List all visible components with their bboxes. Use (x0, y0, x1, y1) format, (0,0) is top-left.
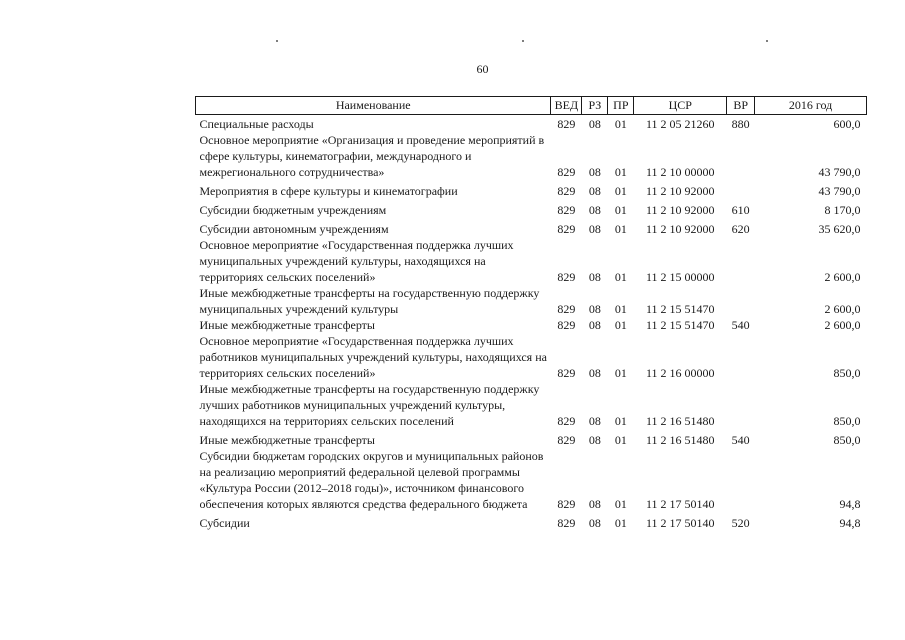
table-row (196, 285, 867, 317)
cell-ved: 829 (557, 270, 576, 284)
header-rz: РЗ (582, 97, 608, 115)
cell-ved: 829 (557, 366, 576, 380)
table-row (196, 218, 867, 237)
cell-rz: 08 (588, 203, 601, 217)
header-name: Наименование (196, 97, 551, 115)
cell-csr: 11 2 16 51480 (645, 433, 715, 447)
cell-name: Иные межбюджетные трансферты (199, 318, 375, 332)
cell-amount: 2 600,0 (824, 302, 861, 316)
cell-rz: 08 (588, 302, 601, 316)
header-csr: ЦСР (634, 97, 727, 115)
cell-pr: 01 (614, 302, 627, 316)
cell-name: Субсидии бюджетным учреждениям (199, 203, 387, 217)
cell-vr (727, 448, 755, 512)
cell-pr: 01 (614, 165, 627, 179)
cell-csr: 11 2 17 50140 (645, 516, 715, 530)
cell-csr: 11 2 15 51470 (645, 318, 715, 332)
cell-amount: 8 170,0 (824, 203, 861, 217)
cell-ved: 829 (557, 414, 576, 428)
header-ved: ВЕД (551, 97, 582, 115)
cell-vr (727, 132, 755, 180)
cell-pr: 01 (614, 414, 627, 428)
cell-ved: 829 (557, 302, 576, 316)
table-row (196, 115, 867, 133)
scan-speck (766, 40, 768, 42)
cell-vr: 620 (731, 222, 750, 236)
cell-pr: 01 (614, 318, 627, 332)
cell-pr: 01 (614, 270, 627, 284)
cell-csr: 11 2 16 00000 (645, 366, 715, 380)
cell-rz: 08 (588, 366, 601, 380)
cell-amount: 600,0 (833, 117, 861, 131)
cell-pr: 01 (614, 184, 627, 198)
cell-amount: 35 620,0 (818, 222, 861, 236)
cell-name: Субсидии автономным учреждениям (199, 222, 389, 236)
cell-name: Основное мероприятие «Государственная поддержка лучших муниципальных учреждений культуры, находящихся на территориях сельских поселений» (199, 238, 514, 284)
table-header-row (196, 97, 867, 115)
table-row (196, 132, 867, 180)
cell-csr: 11 2 15 51470 (645, 302, 715, 316)
cell-amount: 43 790,0 (818, 184, 861, 198)
cell-amount: 850,0 (833, 414, 861, 428)
cell-pr: 01 (614, 516, 627, 530)
header-vr: ВР (727, 97, 755, 115)
cell-ved: 829 (557, 433, 576, 447)
cell-vr (727, 381, 755, 429)
cell-csr: 11 2 10 00000 (645, 165, 715, 179)
cell-name: Основное мероприятие «Организация и проведение мероприятий в сфере культуры, кинематографии, международного и межрегионального сотрудничества» (199, 133, 545, 179)
cell-csr: 11 2 15 00000 (645, 270, 715, 284)
cell-pr: 01 (614, 222, 627, 236)
cell-vr: 880 (731, 117, 750, 131)
budget-table (195, 96, 867, 531)
scan-speck (276, 40, 278, 42)
table-row (196, 448, 867, 512)
cell-name: Субсидии бюджетам городских округов и муниципальных районов на реализацию мероприятий федеральной целевой программы «Культура России (2012–2018 годы)», источником финансового обеспечения которых являются средства федерального бюджета (199, 449, 544, 511)
cell-amount: 850,0 (833, 433, 861, 447)
cell-rz: 08 (588, 318, 601, 332)
table-row (196, 429, 867, 448)
cell-vr: 540 (731, 318, 750, 332)
table-row (196, 237, 867, 285)
cell-amount: 94,8 (839, 497, 861, 511)
cell-name: Иные межбюджетные трансферты на государственную поддержку муниципальных учреждений культуры (199, 286, 540, 316)
cell-ved: 829 (557, 117, 576, 131)
cell-pr: 01 (614, 433, 627, 447)
cell-rz: 08 (588, 516, 601, 530)
cell-pr: 01 (614, 366, 627, 380)
cell-ved: 829 (557, 184, 576, 198)
cell-rz: 08 (588, 414, 601, 428)
cell-pr: 01 (614, 117, 627, 131)
cell-pr: 01 (614, 203, 627, 217)
cell-rz: 08 (588, 270, 601, 284)
header-year: 2016 год (755, 97, 867, 115)
cell-ved: 829 (557, 222, 576, 236)
cell-rz: 08 (588, 184, 601, 198)
cell-name: Специальные расходы (199, 117, 314, 131)
page-number: 60 (476, 62, 489, 76)
cell-rz: 08 (588, 117, 601, 131)
cell-name: Иные межбюджетные трансферты (199, 433, 375, 447)
cell-csr: 11 2 10 92000 (645, 184, 715, 198)
cell-vr: 610 (731, 203, 750, 217)
cell-csr: 11 2 10 92000 (645, 203, 715, 217)
cell-rz: 08 (588, 165, 601, 179)
cell-csr: 11 2 05 21260 (645, 117, 715, 131)
cell-amount: 850,0 (833, 366, 861, 380)
cell-amount: 2 600,0 (824, 318, 861, 332)
cell-rz: 08 (588, 433, 601, 447)
cell-amount: 2 600,0 (824, 270, 861, 284)
cell-vr (727, 285, 755, 317)
table-row (196, 381, 867, 429)
cell-vr (727, 237, 755, 285)
table-row (196, 199, 867, 218)
cell-ved: 829 (557, 203, 576, 217)
cell-rz: 08 (588, 497, 601, 511)
cell-ved: 829 (557, 516, 576, 530)
table-row (196, 512, 867, 531)
scan-speck (522, 40, 524, 42)
cell-vr: 520 (731, 516, 750, 530)
cell-name: Субсидии (199, 516, 250, 530)
cell-vr (727, 180, 755, 199)
cell-name: Мероприятия в сфере культуры и кинематографии (199, 184, 458, 198)
cell-pr: 01 (614, 497, 627, 511)
header-pr: ПР (608, 97, 634, 115)
table-row (196, 180, 867, 199)
cell-rz: 08 (588, 222, 601, 236)
cell-ved: 829 (557, 497, 576, 511)
cell-amount: 43 790,0 (818, 165, 861, 179)
table-row (196, 317, 867, 333)
cell-ved: 829 (557, 318, 576, 332)
cell-ved: 829 (557, 165, 576, 179)
cell-csr: 11 2 10 92000 (645, 222, 715, 236)
cell-vr (727, 333, 755, 381)
cell-csr: 11 2 17 50140 (645, 497, 715, 511)
cell-name: Иные межбюджетные трансферты на государственную поддержку лучших работников муниципальных учреждений культуры, находящихся на территориях сельских поселений (199, 382, 540, 428)
cell-name: Основное мероприятие «Государственная поддержка лучших работников муниципальных учреждений культуры, находящихся на территориях сельских поселений» (199, 334, 547, 380)
cell-vr: 540 (731, 433, 750, 447)
cell-amount: 94,8 (839, 516, 861, 530)
cell-csr: 11 2 16 51480 (645, 414, 715, 428)
table-row (196, 333, 867, 381)
